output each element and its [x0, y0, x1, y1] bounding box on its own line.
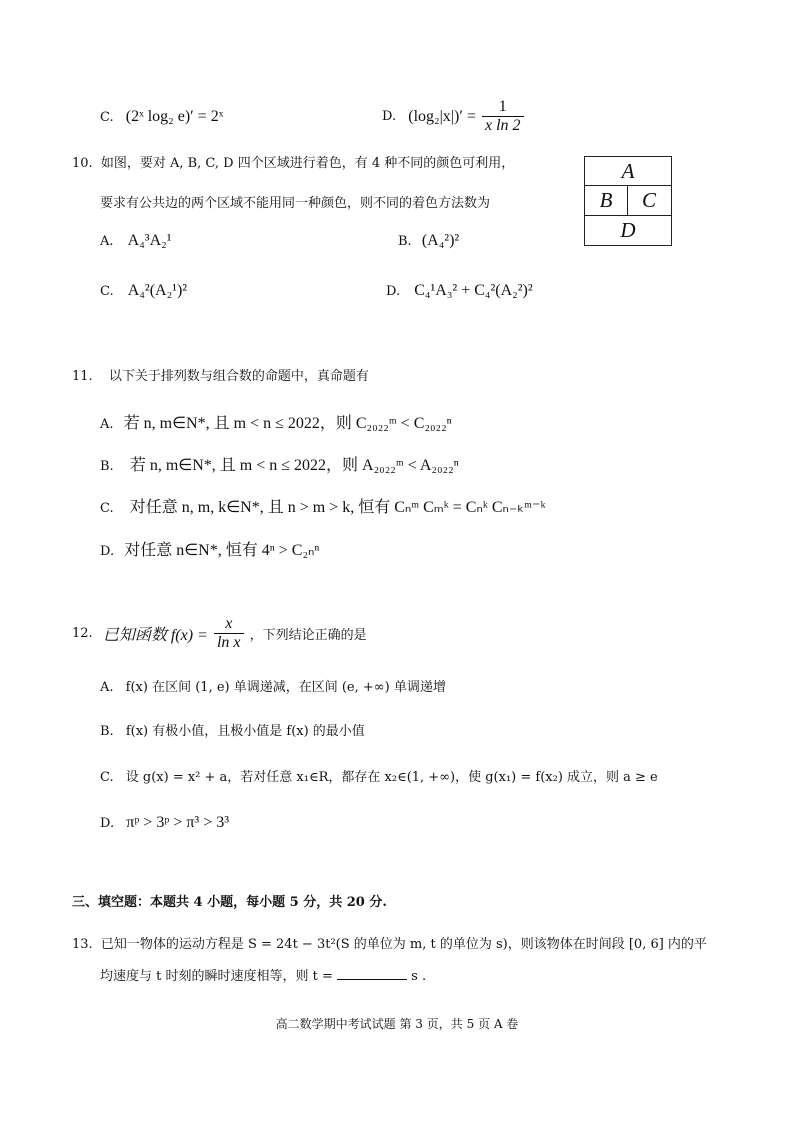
section-3-heading: 三、填空题：本题共 4 小题，每小题 5 分，共 20 分. [72, 895, 387, 910]
q12-option-b [100, 720, 365, 739]
region-a: A [621, 159, 635, 183]
q13-number: 13. [72, 937, 93, 952]
q11-b-label: B. [100, 459, 114, 474]
q10-b-label: B. [398, 234, 412, 249]
q11-a-label: A. [100, 417, 114, 432]
q10-d-label: D. [386, 284, 401, 299]
q10-option-d [386, 282, 533, 300]
q11-d-label: D. [100, 544, 115, 559]
q12-c-label: C. [100, 770, 114, 785]
q12-b-expr: f(x) 有极小值，且极小值是 f(x) 的最小值 [125, 724, 365, 739]
q12-a-label: A. [100, 680, 114, 695]
q12-fraction [214, 615, 244, 652]
q9-d-expr-left: (log₂|x|)′ = [408, 107, 476, 125]
q9-d-label: D. [382, 109, 397, 124]
q11-a-expr: 若 n, m∈N*, 且 m < n ≤ 2022，则 C₂₀₂₂ᵐ < C₂₀₂₂ⁿ [123, 415, 452, 432]
q10-stem-line1 [72, 152, 514, 171]
q10-stem-line2: 要求有公共边的两个区域不能用同一种颜色，则不同的着色方法数为 [100, 196, 491, 211]
q11-c-label: C. [100, 501, 114, 516]
q11-number: 11. [72, 369, 93, 384]
q11-b-expr: 若 n, m∈N*, 且 m < n ≤ 2022，则 A₂₀₂₂ᵐ < A₂₀₂₂ⁿ [129, 457, 459, 474]
q11-c-expr: 对任意 n, m, k∈N*, 且 n > m > k, 恒有 Cₙᵐ Cₘᵏ = Cₙᵏ Cₙ₋ₖᵐ⁻ᵏ [129, 499, 546, 516]
q12-number: 12. [72, 626, 93, 641]
q13-line1-text: 已知一物体的运动方程是 S = 24t − 3t²(S 的单位为 m, t 的单位为 s)，则该物体在时间段 [0, 6] 内的平 [100, 937, 707, 952]
q12-b-label: B. [100, 724, 114, 739]
q12-denominator: ln x [216, 634, 241, 651]
q11-option-b [100, 452, 459, 475]
q12-stem-pre: 已知函数 f(x) = [102, 627, 208, 644]
figure-divider-top [585, 185, 671, 186]
q9-d-fraction [482, 98, 524, 135]
region-d: D [620, 218, 636, 242]
q12-numerator: x [214, 615, 244, 634]
figure-divider-bottom [585, 215, 671, 216]
q10-a-label: A. [100, 234, 114, 249]
q9-c-label: C. [100, 110, 114, 125]
q13-line2 [100, 965, 426, 984]
q13-answer-blank[interactable] [337, 967, 407, 980]
q9-c-expr: (2ˣ log₂ e)′ = 2ˣ [125, 108, 224, 125]
q10-number: 10. [72, 156, 93, 171]
page-footer: 高二数学期中考试试题 第 3 页，共 5 页 A 卷 [275, 1017, 519, 1031]
q11-option-c [100, 494, 546, 517]
q12-stem [72, 615, 367, 652]
q10-d-expr: C₄¹A₃² + C₄²(A₂²)² [414, 282, 533, 299]
q10-a-expr: A₄³A₂¹ [127, 232, 172, 249]
q13-line2-pre: 均速度与 t 时刻的瞬时速度相等，则 t = [100, 969, 333, 984]
q10-option-a [100, 232, 172, 250]
q9-option-c [100, 108, 223, 126]
q13-line2-post: s . [411, 969, 427, 984]
q12-a-expr: f(x) 在区间 (1, e) 单调递减，在区间 (e, +∞) 单调递增 [125, 680, 446, 695]
q12-d-label: D. [100, 816, 115, 831]
q10-c-label: C. [100, 284, 114, 299]
q12-option-c [100, 766, 658, 785]
q11-option-a [100, 410, 452, 433]
q11-stem-text: 以下关于排列数与组合数的命题中，真命题有 [108, 369, 369, 384]
q10-region-figure [584, 156, 672, 246]
region-c: C [641, 188, 656, 212]
q11-d-expr: 对任意 n∈N*, 恒有 4ⁿ > C₂ₙⁿ [124, 542, 320, 559]
q12-d-expr: πᵖ > 3ᵖ > π³ > 3³ [126, 814, 230, 831]
q10-option-c [100, 282, 187, 300]
q10-b-expr: (A₄²)² [421, 232, 460, 249]
q9-d-denominator: x ln 2 [484, 117, 521, 134]
q10-c-expr: A₄²(A₂¹)² [127, 282, 188, 299]
q13-line1 [72, 933, 707, 952]
q9-option-d [382, 98, 526, 135]
q10-option-b [398, 232, 459, 250]
q12-c-expr: 设 g(x) = x² + a，若对任意 x₁∈R，都存在 x₂∈(1, +∞)，使 g(x₁) = f(x₂) 成立，则 a ≥ e [125, 770, 658, 785]
q12-option-d [100, 814, 229, 832]
q9-d-numerator: 1 [482, 98, 524, 117]
region-b: B [599, 188, 613, 212]
q11-stem [72, 365, 369, 384]
q10-line1: 如图，要对 A, B, C, D 四个区域进行着色，有 4 种不同的颜色可利用， [100, 156, 515, 171]
q11-option-d [100, 537, 319, 560]
q12-stem-post: ，下列结论正确的是 [249, 628, 367, 643]
q12-option-a [100, 676, 446, 695]
